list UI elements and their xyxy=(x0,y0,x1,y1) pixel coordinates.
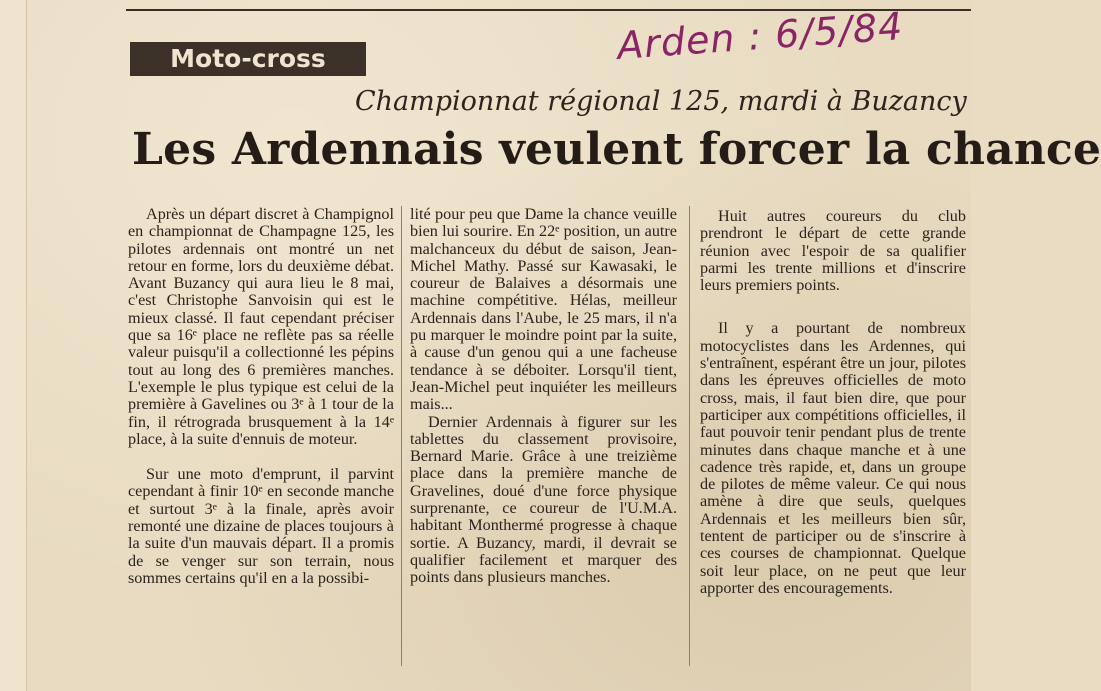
paper-margin xyxy=(0,0,27,691)
column-divider xyxy=(689,206,690,666)
article-column-1 xyxy=(128,206,394,587)
article-column-2 xyxy=(410,206,677,587)
handwritten-date-note: Arden : 6/5/84 xyxy=(615,4,905,68)
paragraph: Il y a pourtant de nombreux motocyclistes dans les Ardennes, qui s'entraînent, espérant être un jour, pilotes dans les épreuves officielles de moto cross, mais, il faut bien dire, que pour participer aux compétitions officielles, il faut pouvoir tenir pendant plus de trente minutes dans chaque manche et à une cadence très rapide, et, dans un groupe de pilotes de même valeur. Ce qui nous amène à dire que seuls, quelques Ardennais et les meilleurs bien sûr, tentent de participer ou de s'inscrire à ces courses de championnat. Quelque soit leur place, on ne peut que leur apporter des encouragements. xyxy=(700,319,966,597)
paragraph: Huit autres coureurs du club prendront le départ de cette grande réunion avec l'espoir de sa qualifier parmi les trente millions et d'inscrire leurs premiers points. xyxy=(700,207,966,295)
paragraph: Après un départ discret à Champignol en championnat de Champagne 125, les pilotes ardennais ont montré un net retour en forme, lors du deuxième débat. Avant Buzancy qui aura lieu le 8 mai, c'est Christophe Sanvoisin qui est le mieux classé. Il faut cependant préciser que sa 16ᵉ place ne reflète pas sa réelle valeur puisqu'il a collectionné les pépins tout au long des 6 premières manches. L'exemple le plus typique est celui de la première à Gavelines ou 3ᵉ à 1 tour de la fin, il rétrograda brusquement à la 14ᵉ place, à la suite d'ennuis de moteur. xyxy=(128,205,394,448)
paragraph: Sur une moto d'emprunt, il parvint cependant à finir 10ᵉ en seconde manche et surtout 3ᵉ à la finale, après avoir remonté une dizaine de places toujours à la suite d'un mauvais départ. Il a promis de se venger sur son terrain, nous sommes certains qu'il en a la possibi- xyxy=(128,465,394,587)
column-divider xyxy=(401,206,402,666)
section-banner: Moto-cross xyxy=(130,42,366,76)
article-column-3 xyxy=(700,208,966,597)
subheadline: Championnat régional 125, mardi à Buzancy xyxy=(355,86,967,117)
paragraph: Dernier Ardennais à figurer sur les tablettes du classement provisoire, Bernard Marie. Grâce à une treizième place dans la première manche de Gravelines, doué d'une force physique surprenante, ce coureur de l'U.M.A. habitant Monthermé progresse à chaque sortie. A Buzancy, mardi, il devrait se qualifier facilement et marquer des points dans plusieurs manches. xyxy=(410,412,677,587)
paragraph: lité pour peu que Dame la chance veuille bien lui sourire. En 22ᵉ position, un autre malchanceux du début de saison, Jean-Michel Mathy. Passé sur Kawasaki, le coureur de Balaives a désormais une machine compétitive. Hélas, meilleur Ardennais dans l'Aube, le 25 mars, il n'a pu marquer le moindre point par la suite, à cause d'un genou qui a une facheuse tendance à se déboiter. Lorsqu'il tient, Jean-Michel peut inquiéter les meilleurs mais... xyxy=(410,205,677,414)
headline: Les Ardennais veulent forcer la chance xyxy=(132,124,1101,175)
